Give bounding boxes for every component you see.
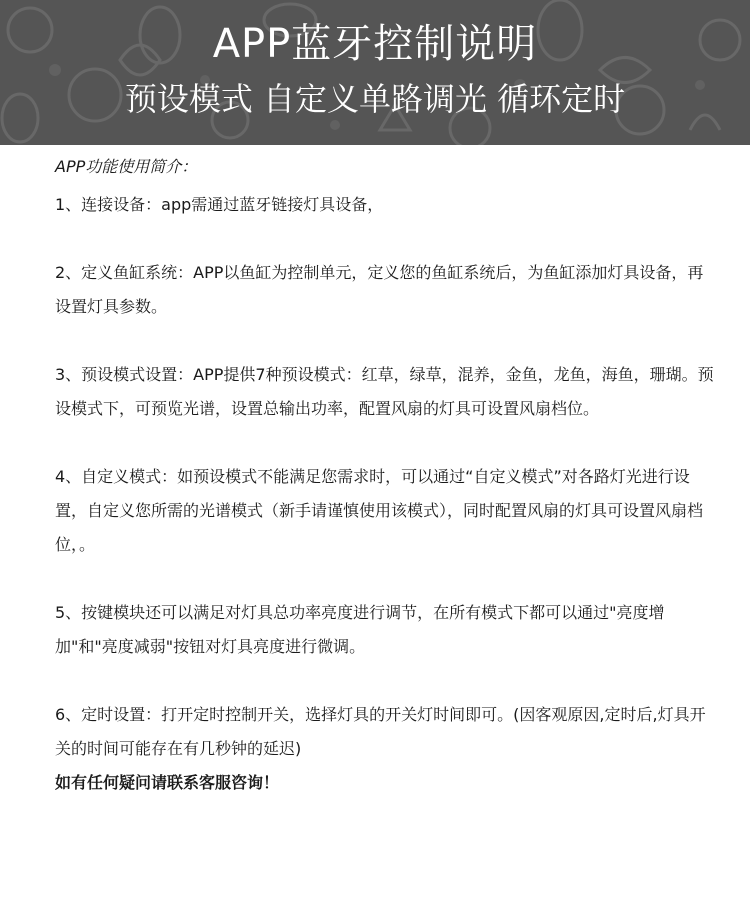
contact-support-note: 如有任何疑问请联系客服咨询！: [55, 773, 280, 792]
instruction-paragraph-4: 4、自定义模式：如预设模式不能满足您需求时，可以通过“自定义模式”对各路灯光进行设置，自定义您所需的光谱模式（新手请谨慎使用该模式），同时配置风扇的灯具可设置风扇档位，。: [55, 467, 704, 554]
instruction-paragraph-5: 5、按键模块还可以满足对灯具总功率亮度进行调节，在所有模式下都可以通过"亮度增加"和"亮度减弱"按钮对灯具亮度进行微调。: [55, 603, 665, 656]
instruction-paragraph-3: 3、预设模式设置：APP提供7种预设模式：红草，绿草，混养，金鱼，龙鱼，海鱼，珊瑚。预设模式下，可预览光谱，设置总输出功率，配置风扇的灯具可设置风扇档位。: [55, 365, 714, 418]
intro-heading: APP功能使用简介：: [55, 157, 198, 176]
header-banner: [0, 0, 750, 145]
instructions-content: [55, 150, 715, 800]
instruction-paragraph-2: 2、定义鱼缸系统：APP以鱼缸为控制单元，定义您的鱼缸系统后，为鱼缸添加灯具设备，再设置灯具参数。: [55, 263, 704, 316]
page-title: APP蓝牙控制说明: [212, 21, 538, 67]
instruction-paragraph-1: 1、连接设备：app需通过蓝牙链接灯具设备，: [55, 195, 384, 214]
page-subtitle: 预设模式 自定义单路调光 循环定时: [124, 80, 626, 118]
instruction-paragraph-6: 6、定时设置：打开定时控制开关，选择灯具的开关灯时间即可。(因客观原因,定时后,灯具开关的时间可能存在有几秒钟的延迟): [55, 705, 706, 758]
